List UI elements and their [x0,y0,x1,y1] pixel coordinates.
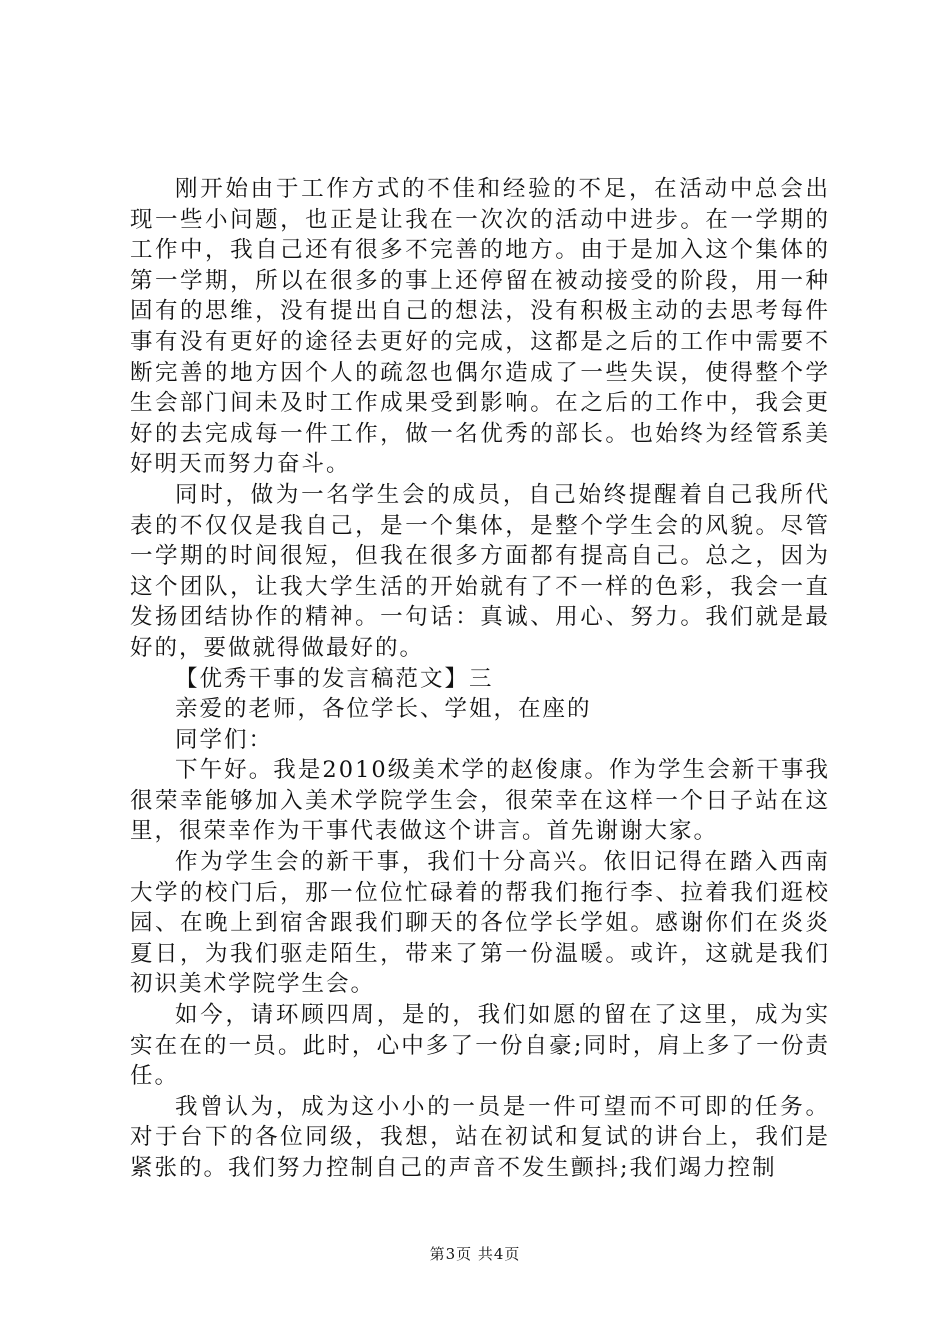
salutation-line-2: 同学们： [175,726,274,753]
section-heading: 【优秀干事的发言稿范文】三 [175,665,494,692]
paragraph-work-reflection: 刚开始由于工作方式的不佳和经验的不足，在活动中总会出现一些小问题，也正是让我在一次次的活动中进步。在一学期的工作中，我自己还有很多不完善的地方。由于是加入这个集体的第一学期，所以在很多的事上还停留在被动接受的阶段，用一种固有的思维，没有提出自己的想法，没有积极主动的去思考每件事有没有更好的途径去更好的完成，这都是之后的工作中需要不断完善的地方因个人的疏忽也偶尔造成了一些失误，使得整个学生会部门间未及时工作成果受到影响。在之后的工作中，我会更好的去完成每一件工作，做一名优秀的部长。也始终为经管系美好明天而努力奋斗。 [130,176,830,478]
paragraph-greeting: 下午好。我是2010级美术学的赵俊康。作为学生会新干事我很荣幸能够加入美术学院学生会，很荣幸在这样一个日子站在这里，很荣幸作为干事代表做这个讲言。首先谢谢大家。 [130,757,830,845]
salutation-line: 亲爱的老师，各位学长、学姐，在座的 [175,696,592,723]
paragraph-now: 如今，请环顾四周，是的，我们如愿的留在了这里，成为实实在在的一员。此时，心中多了一份自豪;同时，肩上多了一份责任。 [130,1002,830,1090]
paragraph-member-role: 同时，做为一名学生会的成员，自己始终提醒着自己我所代表的不仅仅是我自己，是一个集体，是整个学生会的风貌。尽管一学期的时间很短，但我在很多方面都有提高自己。总之，因为这个团队，让我大学生活的开始就有了不一样的色彩，我会一直发扬团结协作的精神。一句话：真诚、用心、努力。我们就是最好的，要做就得做最好的。 [130,481,830,661]
document-body [130,174,830,1184]
paragraph-once-thought: 我曾认为，成为这小小的一员是一件可望而不可即的任务。对于台下的各位同级，我想，站在初试和复试的讲台上，我们是紧张的。我们努力控制自己的声音不发生颤抖;我们竭力控制 [130,1093,830,1181]
paragraph-first-impression: 作为学生会的新干事，我们十分高兴。依旧记得在踏入西南大学的校门后，那一位位忙碌着的帮我们拖行李、拉着我们逛校园、在晚上到宿舍跟我们聊天的各位学长学姐。感谢你们在炎炎夏日，为我们驱走陌生，带来了第一份温暖。或许，这就是我们初识美术学院学生会。 [130,849,830,998]
page-number-footer: 第3页 共4页 [429,1245,521,1263]
